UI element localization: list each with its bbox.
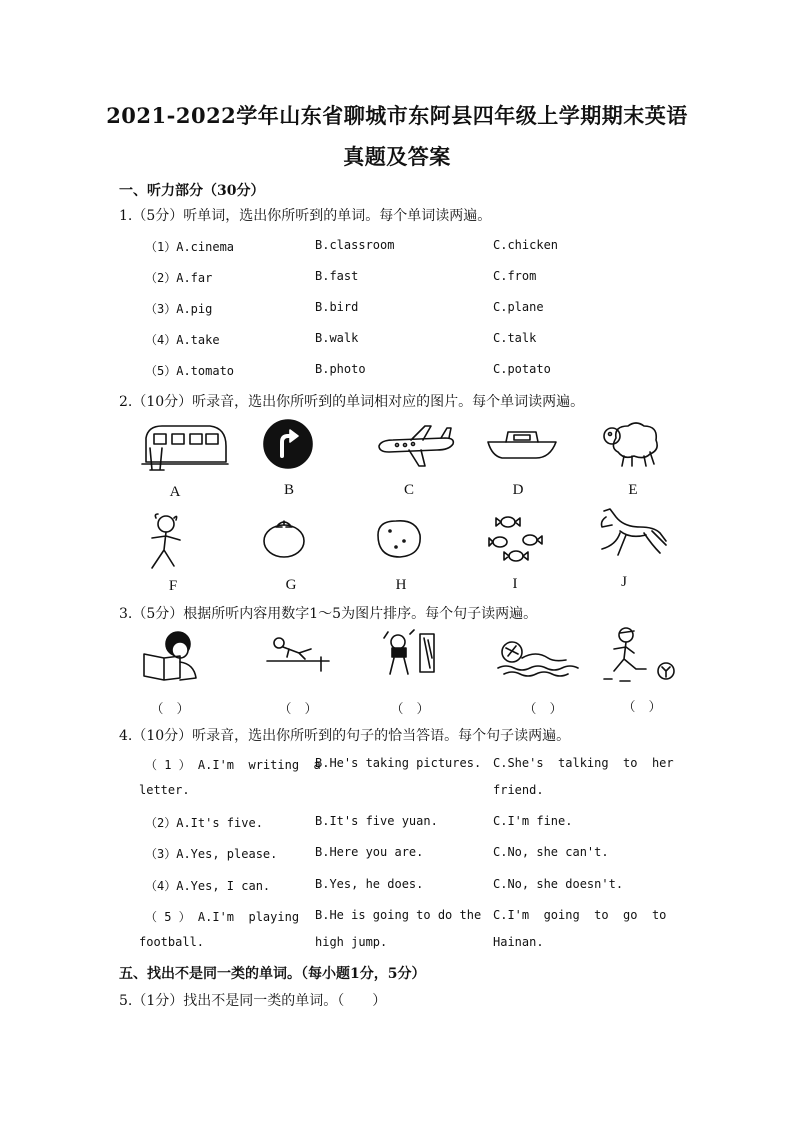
potato-icon [370,515,426,561]
order-blank-4[interactable]: （ ） [523,702,563,717]
q4-row-1-c-cont: friend. [493,783,544,797]
q4-row-3-c: C.No, she can't. [493,845,609,859]
q4-row-3-a: （3）A.Yes, please. [145,847,278,861]
candy-icon [488,514,546,566]
sheep-icon [600,418,662,470]
picture-label-b: B [283,482,294,498]
q1-row-5-b: B.photo [315,362,366,376]
page-subtitle: 真题及答案 [343,144,451,169]
q4-row-2-b: B.It's five yuan. [315,814,438,828]
section-heading-listening: 一、听力部分（30分） [119,183,265,199]
q1-row-2-a: （2）A.far [145,271,213,285]
q1-row-4-a: （4）A.take [145,333,220,347]
q1-row-5-c: C.potato [493,362,551,376]
page-title: 2021-2022学年山东省聊城市东阿县四年级上学期期末英语 [106,103,688,128]
question-1-stem: 1.（5分）听单词，选出你所听到的单词。每个单词读两遍。 [119,208,492,224]
q4-row-3-b: B.Here you are. [315,845,424,859]
q4-row-4-b: B.Yes, he does. [315,877,424,891]
order-blank-1[interactable]: （ ） [150,702,190,717]
q4-row-2-a: （2）A.It's five. [145,816,263,830]
q4-row-5-a-cont: football. [139,935,205,949]
photo-taking-icon [380,628,440,678]
q4-row-4-c: C.No, she doesn't. [493,877,624,891]
q4-row-1-a: （ 1 ） A.I'm writing a [145,758,321,772]
question-3-stem: 3.（5分）根据所听内容用数字1～5为图片排序。每个句子读两遍。 [119,606,538,622]
order-blank-5[interactable]: （ ） [622,700,662,715]
horse-icon [590,505,670,565]
tomato-icon [260,515,308,561]
q4-row-4-a: （4）A.Yes, I can. [145,879,271,893]
q4-row-1-b: B.He's taking pictures. [315,756,482,770]
q1-row-1-c: C.chicken [493,238,559,252]
q1-row-2-b: B.fast [315,269,359,283]
picture-label-c: C [403,482,414,498]
q1-row-4-c: C.talk [493,331,537,345]
q4-row-1-a-cont: letter. [139,783,190,797]
high-jump-icon [265,635,331,673]
boat-icon [484,424,560,464]
swimming-icon [496,640,580,680]
picture-label-f: F [168,578,178,594]
q1-row-1-b: B.classroom [315,238,395,252]
girl-icon [142,510,192,572]
picture-label-h: H [395,577,407,593]
question-5-stem: 5.（1分）找出不是同一类的单词。（ ） [119,993,387,1009]
reading-boy-icon [140,628,200,684]
q1-row-4-b: B.walk [315,331,359,345]
airplane-icon [375,422,457,472]
picture-label-d: D [512,482,524,498]
football-icon [600,625,680,685]
order-blank-2[interactable]: （ ） [278,702,318,717]
question-2-stem: 2.（10分）听录音，选出你所听到的单词相对应的图片。每个单词读两遍。 [119,394,585,410]
picture-label-e: E [628,482,638,498]
q1-row-1-a: （1）A.cinema [145,240,235,254]
picture-label-a: A [169,484,181,500]
q1-row-3-b: B.bird [315,300,359,314]
q4-row-5-c-cont: Hainan. [493,935,544,949]
picture-label-j: J [621,574,627,590]
q4-row-5-c: C.I'm going to go to [493,908,667,922]
picture-label-g: G [285,577,297,593]
order-blank-3[interactable]: （ ） [390,702,430,717]
q1-row-2-c: C.from [493,269,537,283]
q4-row-5-b-cont: high jump. [315,935,388,949]
q1-row-5-a: （5）A.tomato [145,364,235,378]
q4-row-1-c: C.She's talking to her [493,756,674,770]
q1-row-3-c: C.plane [493,300,544,314]
picture-label-i: I [512,576,518,592]
q1-row-3-a: （3）A.pig [145,302,213,316]
train-icon [140,420,230,475]
turn-right-sign-icon [262,418,314,470]
q4-row-5-a: （ 5 ） A.I'm playing [145,910,300,924]
section-heading-odd-one-out: 五、找出不是同一类的单词。（每小题1分，5分） [119,966,426,982]
q4-row-2-c: C.I'm fine. [493,814,573,828]
question-4-stem: 4.（10分）听录音，选出你所听到的句子的恰当答语。每个句子读两遍。 [119,728,571,744]
q4-row-5-b: B.He is going to do the [315,908,482,922]
